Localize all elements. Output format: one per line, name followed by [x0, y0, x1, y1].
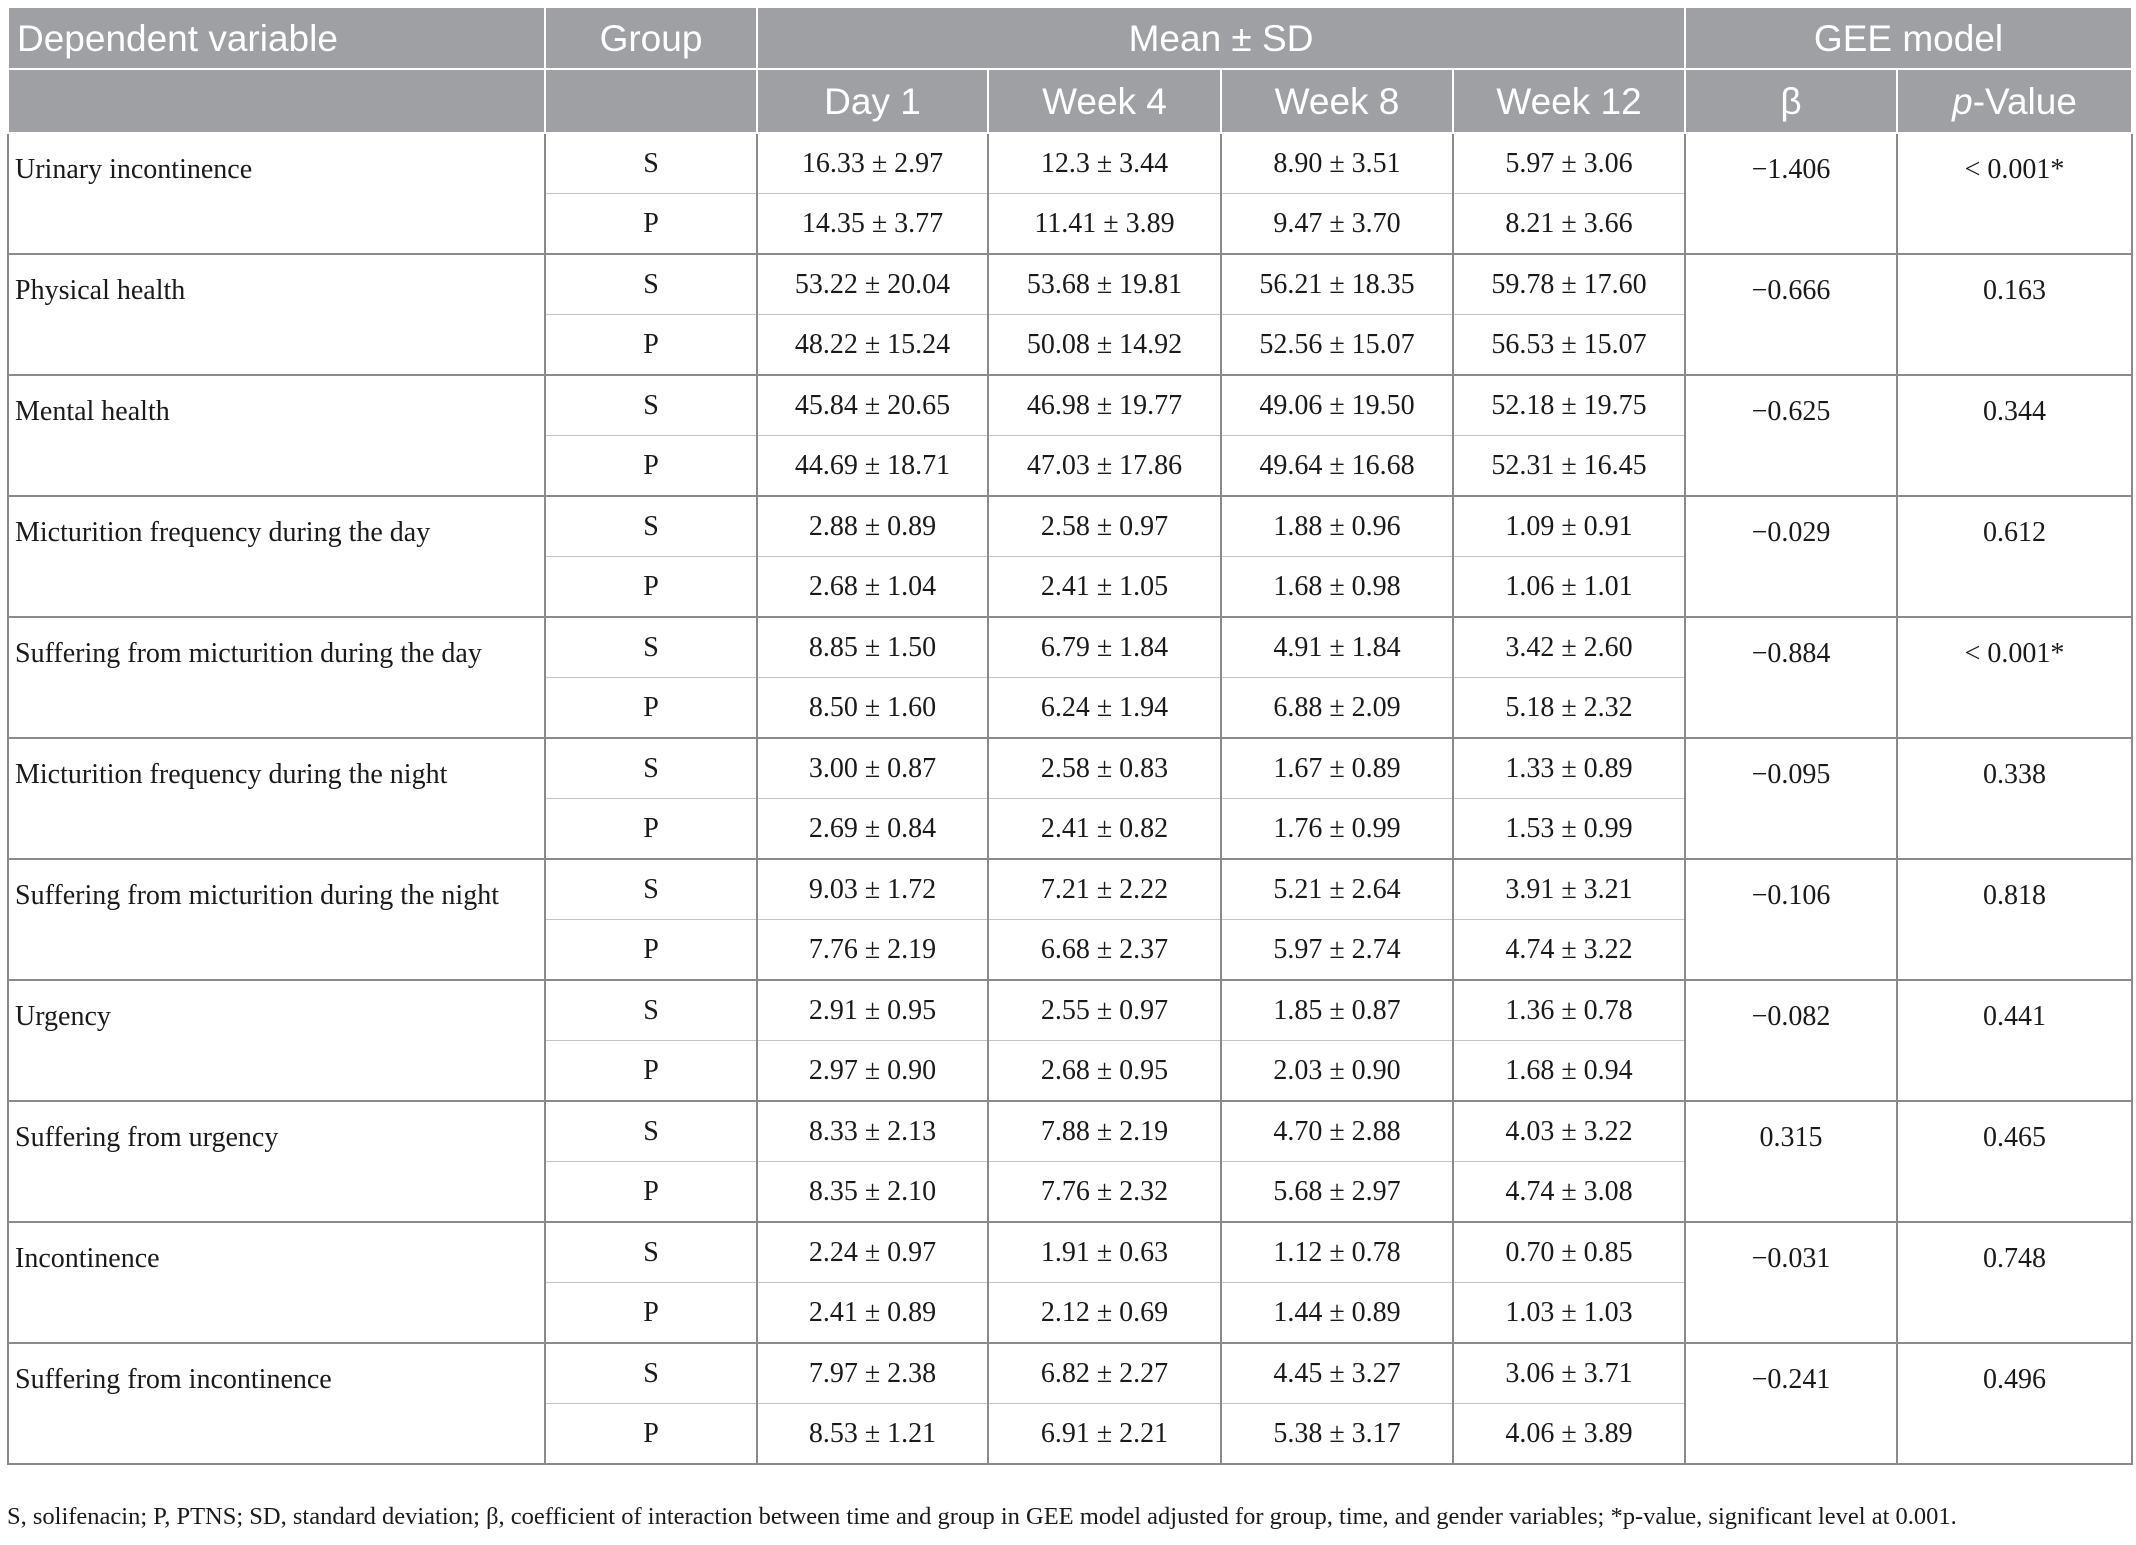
mean-sd-cell: 52.56 ± 15.07: [1221, 315, 1453, 376]
table-row-s: [8, 617, 2132, 678]
table-header: [8, 7, 2132, 133]
mean-sd-cell: 56.53 ± 15.07: [1453, 315, 1685, 376]
group-cell: P: [545, 920, 757, 981]
mean-sd-cell: 16.33 ± 2.97: [757, 133, 988, 194]
mean-sd-cell: 1.85 ± 0.87: [1221, 980, 1453, 1041]
mean-sd-cell: 7.97 ± 2.38: [757, 1343, 988, 1404]
beta-cell: −0.095: [1685, 738, 1897, 859]
mean-sd-cell: 46.98 ± 19.77: [988, 375, 1221, 436]
header-blank-variable: [8, 69, 545, 133]
mean-sd-cell: 7.76 ± 2.19: [757, 920, 988, 981]
mean-sd-cell: 0.70 ± 0.85: [1453, 1222, 1685, 1283]
group-cell: P: [545, 1162, 757, 1223]
mean-sd-cell: 2.68 ± 1.04: [757, 557, 988, 618]
mean-sd-cell: 1.09 ± 0.91: [1453, 496, 1685, 557]
mean-sd-cell: 2.41 ± 1.05: [988, 557, 1221, 618]
p-value-cell: < 0.001*: [1897, 617, 2132, 738]
mean-sd-cell: 1.67 ± 0.89: [1221, 738, 1453, 799]
mean-sd-cell: 1.03 ± 1.03: [1453, 1283, 1685, 1344]
group-cell: S: [545, 254, 757, 315]
mean-sd-cell: 2.88 ± 0.89: [757, 496, 988, 557]
group-cell: P: [545, 315, 757, 376]
mean-sd-cell: 1.53 ± 0.99: [1453, 799, 1685, 860]
mean-sd-cell: 8.50 ± 1.60: [757, 678, 988, 739]
group-cell: P: [545, 436, 757, 497]
variable-name-cell: Suffering from urgency: [8, 1101, 545, 1222]
group-cell: S: [545, 859, 757, 920]
mean-sd-cell: 8.21 ± 3.66: [1453, 194, 1685, 255]
beta-cell: −0.082: [1685, 980, 1897, 1101]
group-cell: P: [545, 194, 757, 255]
variable-name-cell: Urinary incontinence: [8, 133, 545, 254]
mean-sd-cell: 5.21 ± 2.64: [1221, 859, 1453, 920]
table-row-s: [8, 859, 2132, 920]
beta-cell: −0.241: [1685, 1343, 1897, 1464]
table-row-s: [8, 133, 2132, 194]
group-cell: S: [545, 1101, 757, 1162]
group-cell: S: [545, 133, 757, 194]
mean-sd-cell: 5.68 ± 2.97: [1221, 1162, 1453, 1223]
mean-sd-cell: 4.70 ± 2.88: [1221, 1101, 1453, 1162]
variable-name-cell: Micturition frequency during the day: [8, 496, 545, 617]
mean-sd-cell: 4.03 ± 3.22: [1453, 1101, 1685, 1162]
results-table-container: [7, 6, 2131, 1465]
group-cell: S: [545, 496, 757, 557]
mean-sd-cell: 8.33 ± 2.13: [757, 1101, 988, 1162]
mean-sd-cell: 49.06 ± 19.50: [1221, 375, 1453, 436]
mean-sd-cell: 6.24 ± 1.94: [988, 678, 1221, 739]
group-cell: S: [545, 980, 757, 1041]
group-cell: S: [545, 1343, 757, 1404]
mean-sd-cell: 8.90 ± 3.51: [1221, 133, 1453, 194]
mean-sd-cell: 1.91 ± 0.63: [988, 1222, 1221, 1283]
group-cell: P: [545, 799, 757, 860]
mean-sd-cell: 1.88 ± 0.96: [1221, 496, 1453, 557]
variable-name-cell: Micturition frequency during the night: [8, 738, 545, 859]
mean-sd-cell: 5.97 ± 3.06: [1453, 133, 1685, 194]
mean-sd-cell: 5.18 ± 2.32: [1453, 678, 1685, 739]
variable-name-cell: Suffering from micturition during the night: [8, 859, 545, 980]
p-value-cell: 0.748: [1897, 1222, 2132, 1343]
mean-sd-cell: 4.45 ± 3.27: [1221, 1343, 1453, 1404]
header-row-1: [8, 7, 2132, 69]
mean-sd-cell: 1.76 ± 0.99: [1221, 799, 1453, 860]
beta-cell: −0.666: [1685, 254, 1897, 375]
table-row-s: [8, 1343, 2132, 1404]
beta-cell: −0.031: [1685, 1222, 1897, 1343]
p-value-cell: 0.338: [1897, 738, 2132, 859]
variable-name-cell: Incontinence: [8, 1222, 545, 1343]
mean-sd-cell: 5.97 ± 2.74: [1221, 920, 1453, 981]
mean-sd-cell: 6.68 ± 2.37: [988, 920, 1221, 981]
header-day-1: Day 1: [757, 69, 988, 133]
mean-sd-cell: 1.36 ± 0.78: [1453, 980, 1685, 1041]
mean-sd-cell: 3.42 ± 2.60: [1453, 617, 1685, 678]
beta-cell: −0.884: [1685, 617, 1897, 738]
header-mean-sd: Mean ± SD: [757, 7, 1685, 69]
header-p-italic: p: [1952, 80, 1973, 122]
header-blank-group: [545, 69, 757, 133]
header-week-12: Week 12: [1453, 69, 1685, 133]
mean-sd-cell: 2.24 ± 0.97: [757, 1222, 988, 1283]
mean-sd-cell: 45.84 ± 20.65: [757, 375, 988, 436]
mean-sd-cell: 7.21 ± 2.22: [988, 859, 1221, 920]
mean-sd-cell: 8.85 ± 1.50: [757, 617, 988, 678]
mean-sd-cell: 7.76 ± 2.32: [988, 1162, 1221, 1223]
mean-sd-cell: 1.12 ± 0.78: [1221, 1222, 1453, 1283]
mean-sd-cell: 2.69 ± 0.84: [757, 799, 988, 860]
mean-sd-cell: 3.91 ± 3.21: [1453, 859, 1685, 920]
group-cell: S: [545, 617, 757, 678]
table-row-s: [8, 1101, 2132, 1162]
mean-sd-cell: 6.88 ± 2.09: [1221, 678, 1453, 739]
variable-name-cell: Mental health: [8, 375, 545, 496]
mean-sd-cell: 52.31 ± 16.45: [1453, 436, 1685, 497]
table-row-s: [8, 738, 2132, 799]
mean-sd-cell: 4.74 ± 3.22: [1453, 920, 1685, 981]
group-cell: P: [545, 1041, 757, 1102]
mean-sd-cell: 6.91 ± 2.21: [988, 1404, 1221, 1465]
table-row-s: [8, 980, 2132, 1041]
mean-sd-cell: 44.69 ± 18.71: [757, 436, 988, 497]
group-cell: P: [545, 557, 757, 618]
group-cell: S: [545, 375, 757, 436]
mean-sd-cell: 9.47 ± 3.70: [1221, 194, 1453, 255]
mean-sd-cell: 1.68 ± 0.94: [1453, 1041, 1685, 1102]
header-p-rest: -Value: [1972, 80, 2077, 122]
variable-name-cell: Physical health: [8, 254, 545, 375]
mean-sd-cell: 2.58 ± 0.83: [988, 738, 1221, 799]
table-row-s: [8, 496, 2132, 557]
variable-name-cell: Urgency: [8, 980, 545, 1101]
beta-cell: 0.315: [1685, 1101, 1897, 1222]
header-week-4: Week 4: [988, 69, 1221, 133]
mean-sd-cell: 1.33 ± 0.89: [1453, 738, 1685, 799]
group-cell: S: [545, 738, 757, 799]
beta-cell: −1.406: [1685, 133, 1897, 254]
mean-sd-cell: 59.78 ± 17.60: [1453, 254, 1685, 315]
mean-sd-cell: 2.58 ± 0.97: [988, 496, 1221, 557]
beta-cell: −0.106: [1685, 859, 1897, 980]
mean-sd-cell: 50.08 ± 14.92: [988, 315, 1221, 376]
p-value-cell: < 0.001*: [1897, 133, 2132, 254]
mean-sd-cell: 48.22 ± 15.24: [757, 315, 988, 376]
mean-sd-cell: 52.18 ± 19.75: [1453, 375, 1685, 436]
mean-sd-cell: 4.06 ± 3.89: [1453, 1404, 1685, 1465]
p-value-cell: 0.441: [1897, 980, 2132, 1101]
mean-sd-cell: 1.44 ± 0.89: [1221, 1283, 1453, 1344]
mean-sd-cell: 8.53 ± 1.21: [757, 1404, 988, 1465]
mean-sd-cell: 47.03 ± 17.86: [988, 436, 1221, 497]
p-value-cell: 0.465: [1897, 1101, 2132, 1222]
variable-name-cell: Suffering from incontinence: [8, 1343, 545, 1464]
beta-cell: −0.029: [1685, 496, 1897, 617]
mean-sd-cell: 56.21 ± 18.35: [1221, 254, 1453, 315]
p-value-cell: 0.344: [1897, 375, 2132, 496]
header-week-8: Week 8: [1221, 69, 1453, 133]
table-body: [8, 133, 2132, 1464]
table-footnote: S, solifenacin; P, PTNS; SD, standard deviation; β, coefficient of interaction between time and group in GEE model adjusted for group, time, and gender variables; *p-value, significant level at 0.001.: [7, 1503, 1957, 1530]
mean-sd-cell: 12.3 ± 3.44: [988, 133, 1221, 194]
group-cell: P: [545, 1404, 757, 1465]
group-cell: S: [545, 1222, 757, 1283]
mean-sd-cell: 14.35 ± 3.77: [757, 194, 988, 255]
table-row-s: [8, 1222, 2132, 1283]
mean-sd-cell: 3.00 ± 0.87: [757, 738, 988, 799]
mean-sd-cell: 8.35 ± 2.10: [757, 1162, 988, 1223]
header-beta: β: [1685, 69, 1897, 133]
group-cell: P: [545, 678, 757, 739]
mean-sd-cell: 2.97 ± 0.90: [757, 1041, 988, 1102]
p-value-cell: 0.612: [1897, 496, 2132, 617]
mean-sd-cell: 4.74 ± 3.08: [1453, 1162, 1685, 1223]
header-group: Group: [545, 7, 757, 69]
mean-sd-cell: 3.06 ± 3.71: [1453, 1343, 1685, 1404]
mean-sd-cell: 1.68 ± 0.98: [1221, 557, 1453, 618]
header-gee-model: GEE model: [1685, 7, 2132, 69]
beta-cell: −0.625: [1685, 375, 1897, 496]
mean-sd-cell: 53.22 ± 20.04: [757, 254, 988, 315]
mean-sd-cell: 6.82 ± 2.27: [988, 1343, 1221, 1404]
mean-sd-cell: 11.41 ± 3.89: [988, 194, 1221, 255]
header-row-2: [8, 69, 2132, 133]
mean-sd-cell: 6.79 ± 1.84: [988, 617, 1221, 678]
header-dependent-variable: Dependent variable: [8, 7, 545, 69]
mean-sd-cell: 5.38 ± 3.17: [1221, 1404, 1453, 1465]
p-value-cell: 0.818: [1897, 859, 2132, 980]
group-cell: P: [545, 1283, 757, 1344]
mean-sd-cell: 2.12 ± 0.69: [988, 1283, 1221, 1344]
mean-sd-cell: 2.41 ± 0.89: [757, 1283, 988, 1344]
mean-sd-cell: 4.91 ± 1.84: [1221, 617, 1453, 678]
mean-sd-cell: 49.64 ± 16.68: [1221, 436, 1453, 497]
p-value-cell: 0.496: [1897, 1343, 2132, 1464]
mean-sd-cell: 2.68 ± 0.95: [988, 1041, 1221, 1102]
table-row-s: [8, 254, 2132, 315]
p-value-cell: 0.163: [1897, 254, 2132, 375]
results-table: [7, 6, 2133, 1465]
variable-name-cell: Suffering from micturition during the day: [8, 617, 545, 738]
mean-sd-cell: 2.91 ± 0.95: [757, 980, 988, 1041]
mean-sd-cell: 53.68 ± 19.81: [988, 254, 1221, 315]
mean-sd-cell: 1.06 ± 1.01: [1453, 557, 1685, 618]
mean-sd-cell: 2.03 ± 0.90: [1221, 1041, 1453, 1102]
table-row-s: [8, 375, 2132, 436]
mean-sd-cell: 9.03 ± 1.72: [757, 859, 988, 920]
mean-sd-cell: 7.88 ± 2.19: [988, 1101, 1221, 1162]
mean-sd-cell: 2.41 ± 0.82: [988, 799, 1221, 860]
mean-sd-cell: 2.55 ± 0.97: [988, 980, 1221, 1041]
header-p-value: [1897, 69, 2132, 133]
